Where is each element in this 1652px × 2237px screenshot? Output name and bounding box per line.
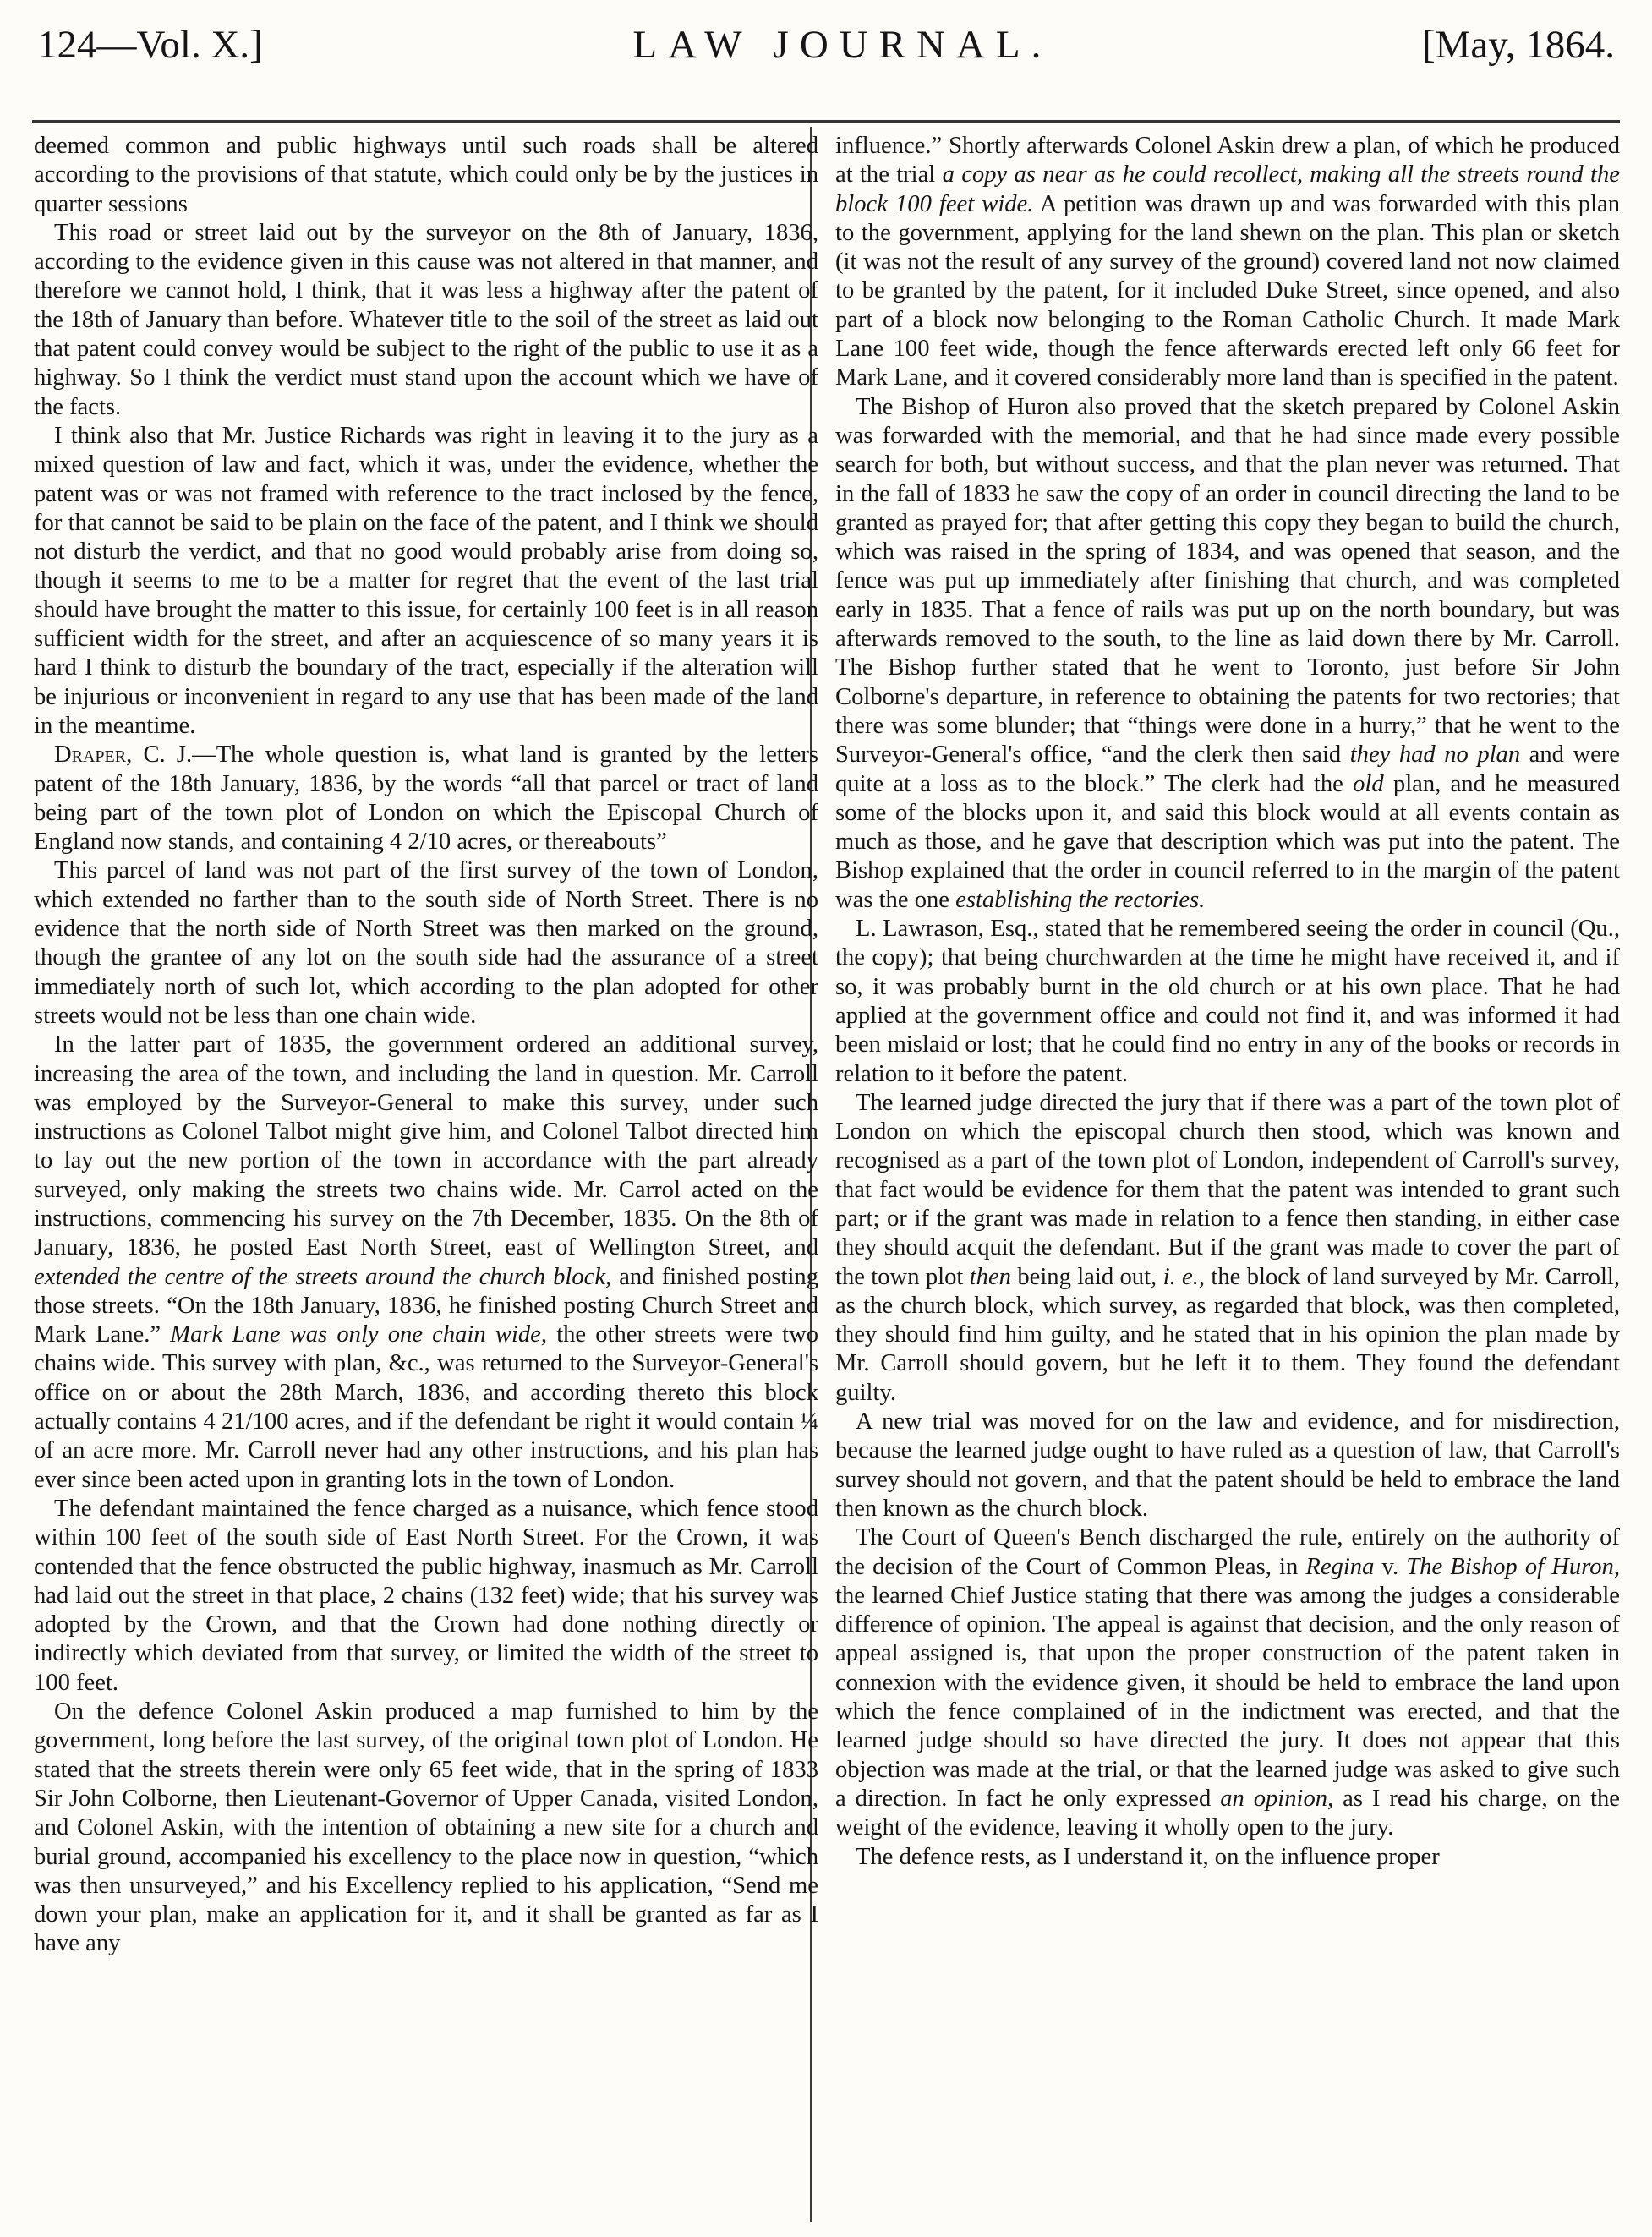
paragraph-text: The Court of Queen's Bench discharged the rule, entirely on the authority of the decision of the Court of Common Pleas, in [835, 1524, 1620, 1580]
italic-text: Regina [1305, 1553, 1375, 1580]
paragraph-text: The learned judge directed the jury that if there was a part of the town plot of London on which the episcopal church then stood, which was known and recognised as a part of the town plot of London, independent of Carroll's survey, that fact would be evidence for them that the patent was intended to grant such part; or if the grant was made in relation to a fence then standing, in either case they should acquit the defendant. But if the grant was made to cover the part of the town plot [835, 1089, 1620, 1290]
paragraph: On the defence Colonel Askin produced a map furnished to him by the government, long before the last survey, of the original town plot of London. He stated that the streets therein were only 65 feet wide, that in the spring of 1833 Sir John Colborne, then Lieutenant-Governor of Upper Canada, visited London, and Colonel Askin, with the intention of obtaining a new site for a church and burial ground, accompanied his excellency to the place now in question, “which was then unsurveyed,” and his Excellency replied to his application, “Send me down your plan, make an application for it, and it shall be granted as far as I have any [34, 1698, 818, 1957]
header-rule [32, 120, 1620, 123]
italic-text: Mark Lane was only one chain wide, [170, 1321, 548, 1348]
paragraph: I think also that Mr. Justice Richards was right in leaving it to the jury as a mixed question of law and fact, which it was, under the evidence, whether the patent was or was not framed with reference to the tract inclosed by the fence, for that cannot be said to be plain on the face of the patent, and I think we should not disturb the verdict, and that no good would probably arise from doing so, though it seems to me to be a matter for regret that the event of the last trial should have brought the matter to this issue, for certainly 100 feet is in all reason sufficient width for the street, and after an acquiescence of so many years it is hard I think to disturb the boundary of the tract, especially if the alteration will be injurious or inconvenient in regard to any use that has been made of the land in the meantime. [34, 422, 818, 739]
paragraph-text: influence.” Shortly afterwards Colonel Askin drew a plan, of which he produced at the trial [835, 133, 1620, 189]
italic-text: they had no plan [1349, 741, 1521, 768]
paragraph-text: In the latter part of 1835, the government ordered an additional survey, increasing the area of the town, and including the land in question. Mr. Carroll was employed by the Surveyor-General to make this survey, under such instructions as Colonel Talbot might give him, and Colonel Talbot directed him to lay out the new portion of the town in accordance with the part already surveyed, only making the streets two chains wide. Mr. Carrol acted on the instructions, commencing his survey on the 7th December, 1835. On the 8th of January, 1836, he posted East North Street, east of Wellington Street, and [34, 1031, 818, 1261]
italic-text: establishing the rectories. [955, 886, 1206, 913]
running-header [37, 19, 1615, 71]
paragraph-text: the block of land surveyed by Mr. Carroll, as the church block, which survey, as regarded that block, was then completed, they should find him guilty, and he stated that in his opinion the plan made by Mr. Carroll should govern, but he left it to them. They found the defendant guilty. [835, 1263, 1620, 1406]
paragraph-text: v. [1374, 1553, 1407, 1580]
paragraph [835, 132, 1620, 393]
paragraph-text: the learned Chief Justice stating that there was among the judges a considerable difference of opinion. The appeal is against that decision, and the only reason of appeal assigned is, that upon the proper construction of the patent taken in connexion with the evidence given, it should be held to embrace the land upon which the fence complained of in the indictment was erected, and that the learned judge should so have directed the jury. It does not appear that this objection was made at the trial, or that the learned judge was asked to give such a direction. In fact he only expressed [835, 1582, 1620, 1812]
paragraph-text: being laid out, [1010, 1263, 1163, 1290]
paragraph [34, 1031, 818, 1495]
left-column [34, 132, 818, 2222]
paragraph [34, 741, 818, 856]
paragraph-text: plan, and he measured some of the blocks upon it, and said this block would at all events contain as much as those, and he gave that description which was put into the patent. The Bishop explained that the order in council referred to in the margin of the patent was the one [835, 770, 1620, 913]
paragraph-text: A petition was drawn up and was forwarded with this plan to the government, applying for the land shewn on the plan. This plan or sketch (it was not the result of any survey of the ground) covered land not now claimed to be granted by the patent, for it included Duke Street, since opened, and also part of a block now belonging to the Roman Catholic Church. It made Mark Lane 100 feet wide, though the fence afterwards erected left only 66 feet for Mark Lane, and it covered considerably more land than is specified in the patent. [835, 190, 1620, 391]
italic-text: then [969, 1263, 1011, 1290]
italic-text: extended the centre of the streets around the church block, [34, 1263, 612, 1290]
paragraph-text: —The whole question is, what land is granted by the letters patent of the 18th January, 1836, by the words “all that parcel or tract of land being part of the town plot of London on which the Episcopal Church of England now stands, and containing 4 2/10 acres, or thereabouts” [34, 741, 818, 856]
judge-name: Draper, C. J. [54, 741, 193, 768]
paragraph-text: as I read his charge, on the weight of the evidence, leaving it wholly open to the jury. [835, 1785, 1620, 1841]
paragraph [835, 1523, 1620, 1842]
paragraph-text: and finished posting those streets. “On the 18th January, 1836, he finished posting Church Street and Mark Lane.” [34, 1263, 818, 1348]
issue-date: [May, 1864. [1421, 23, 1615, 67]
journal-title: LAW JOURNAL. [632, 23, 1053, 67]
paragraph: This parcel of land was not part of the first survey of the town of London, which extended no farther than to the south side of North Street. There is no evidence that the north side of North Street was then marked on the ground, though the grantee of any lot on the south side had the assurance of a street immediately north of such lot, which according to the plan adopted for other streets would not be less than one chain wide. [34, 857, 818, 1029]
paragraph: deemed common and public highways until such roads shall be altered according to the provisions of that statute, which could only be by the justices in quarter sessions [34, 133, 818, 217]
italic-text: a copy as near as he could recollect, making all the streets round the block 100 feet wide. [835, 161, 1620, 217]
paragraph: The defendant maintained the fence charged as a nuisance, which fence stood within 100 feet of the south side of East North Street. For the Crown, it was contended that the fence obstructed the public highway, inasmuch as Mr. Carroll had laid out the street in that place, 2 chains (132 feet) wide; that his survey was adopted by the Crown, and that the Crown had done nothing directly or indirectly which deviated from that survey, or limited the width of the street to 100 feet. [34, 1495, 818, 1696]
paragraph-text: The Bishop of Huron also proved that the sketch prepared by Colonel Askin was forwarded with the memorial, and that he had since made every possible search for both, but without success, and that the plan never was returned. That in the fall of 1833 he saw the copy of an order in council directing the land to be granted as prayed for; that after getting this copy they began to build the church, which was raised in the spring of 1834, and was opened that season, and the fence was put up immediately after finishing that church, and was completed early in 1835. That a fence of rails was put up on the north boundary, but was afterwards removed to the south, to the line as laid down there by Mr. Carroll. The Bishop further stated that he went to Toronto, just before Sir John Colborne's departure, in reference to obtaining the patents for two rectories; that there was some blunder; that “things were done in a hurry,” that he went to the Surveyor-General's office, “and the clerk then said [835, 393, 1620, 768]
italic-text: i. e., [1162, 1263, 1206, 1290]
italic-text: old [1353, 770, 1384, 797]
paragraph-text: and were quite at a loss as to the block.” The clerk had the [835, 741, 1620, 797]
right-column [835, 132, 1620, 2222]
paragraph: L. Lawrason, Esq., stated that he remembered seeing the order in council (Qu., the copy); that being churchwarden at the time he might have received it, and if so, it was probably burnt in the old church or at his own place. That he had applied at the government office and could not find it, and was informed it had been mislaid or lost; that he could find no entry in any of the books or records in relation to it before the patent. [835, 916, 1620, 1087]
paragraph [835, 1089, 1620, 1408]
paragraph: A new trial was moved for on the law and evidence, and for misdirection, because the learned judge ought to have ruled as a question of law, that Carroll's survey should not govern, and that the patent should be held to embrace the land then known as the church block. [835, 1408, 1620, 1522]
page-volume-label: 124—Vol. X.] [37, 23, 263, 67]
paragraph [835, 393, 1620, 915]
italic-text: The Bishop of Huron, [1406, 1553, 1620, 1580]
italic-text: an opinion, [1220, 1785, 1334, 1812]
paragraph: The defence rests, as I understand it, on the influence proper [856, 1843, 1440, 1870]
paragraph: This road or street laid out by the surveyor on the 8th of January, 1836, according to the evidence given in this cause was not altered in that manner, and therefore we cannot hold, I think, that it was less a highway after the patent of the 18th of January than before. Whatever title to the soil of the street as laid out that patent could convey would be subject to the right of the public to use it as a highway. So I think the verdict must stand upon the account which we have of the facts. [34, 219, 818, 420]
paragraph-text: the other streets were two chains wide. This survey with plan, &c., was returned to the Surveyor-General's office on or about the 28th March, 1836, and according thereto this block actually contains 4 21/100 acres, and if the defendant be right it would contain ¼ of an acre more. Mr. Carroll never had any other instructions, and his plan has ever since been acted upon in granting lots in the town of London. [34, 1321, 818, 1493]
